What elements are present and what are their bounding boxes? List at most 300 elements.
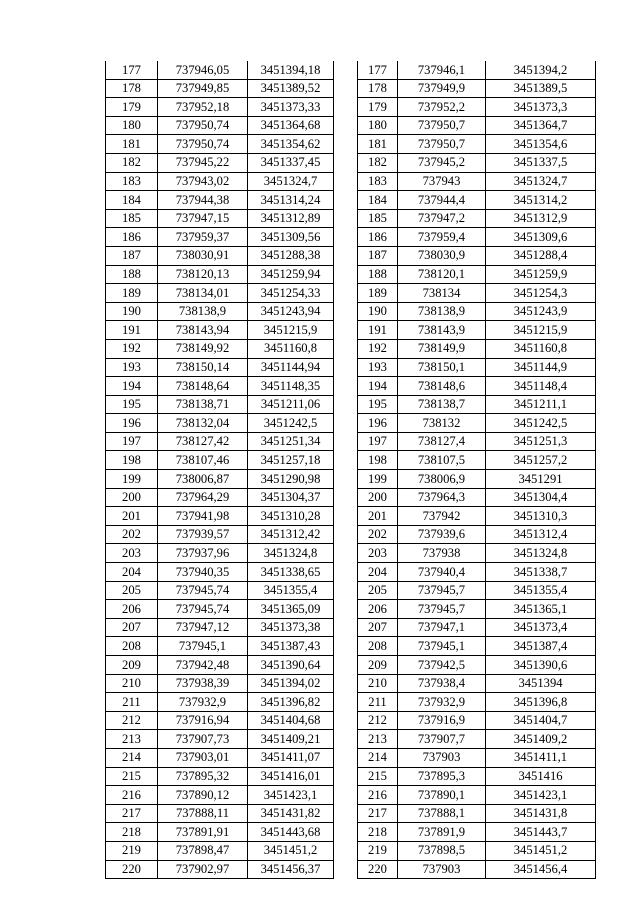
point-number-cell: 208 xyxy=(106,637,158,656)
x-coordinate-cell: 738138,7 xyxy=(398,395,486,414)
y-coordinate-cell: 3451312,9 xyxy=(486,209,596,228)
table-row xyxy=(358,321,596,340)
table-row xyxy=(106,377,334,396)
table-row xyxy=(358,823,596,842)
point-number-cell: 207 xyxy=(106,618,158,637)
y-coordinate-cell: 3451443,7 xyxy=(486,823,596,842)
x-coordinate-cell: 738107,46 xyxy=(158,451,248,470)
point-number-cell: 214 xyxy=(106,748,158,767)
point-number-cell: 184 xyxy=(358,191,398,210)
y-coordinate-cell: 3451254,33 xyxy=(248,284,334,303)
x-coordinate-cell: 738107,5 xyxy=(398,451,486,470)
point-number-cell: 187 xyxy=(106,246,158,265)
point-number-cell: 211 xyxy=(358,693,398,712)
table-row xyxy=(358,172,596,191)
point-number-cell: 195 xyxy=(358,395,398,414)
x-coordinate-cell: 738030,9 xyxy=(398,246,486,265)
point-number-cell: 204 xyxy=(106,563,158,582)
y-coordinate-cell: 3451373,3 xyxy=(486,98,596,117)
x-coordinate-cell: 737949,85 xyxy=(158,79,248,98)
table-row xyxy=(358,563,596,582)
point-number-cell: 192 xyxy=(358,339,398,358)
point-number-cell: 218 xyxy=(358,823,398,842)
y-coordinate-cell: 3451373,33 xyxy=(248,98,334,117)
table-row xyxy=(358,116,596,135)
table-row xyxy=(358,79,596,98)
x-coordinate-cell: 738149,92 xyxy=(158,339,248,358)
point-number-cell: 183 xyxy=(106,172,158,191)
y-coordinate-cell: 3451251,3 xyxy=(486,432,596,451)
table-row xyxy=(358,246,596,265)
point-number-cell: 217 xyxy=(106,804,158,823)
y-coordinate-cell: 3451443,68 xyxy=(248,823,334,842)
y-coordinate-cell: 3451416,01 xyxy=(248,767,334,786)
x-coordinate-cell: 737947,15 xyxy=(158,209,248,228)
table-row xyxy=(358,767,596,786)
point-number-cell: 196 xyxy=(106,414,158,433)
x-coordinate-cell: 737903 xyxy=(398,748,486,767)
point-number-cell: 186 xyxy=(358,228,398,247)
y-coordinate-cell: 3451394,02 xyxy=(248,674,334,693)
point-number-cell: 210 xyxy=(106,674,158,693)
y-coordinate-cell: 3451396,82 xyxy=(248,693,334,712)
table-row xyxy=(106,358,334,377)
table-row xyxy=(358,525,596,544)
x-coordinate-cell: 738132,04 xyxy=(158,414,248,433)
table-row xyxy=(358,693,596,712)
x-coordinate-cell: 738134,01 xyxy=(158,284,248,303)
y-coordinate-cell: 3451310,3 xyxy=(486,507,596,526)
table-row xyxy=(358,135,596,154)
point-number-cell: 205 xyxy=(358,581,398,600)
table-row xyxy=(106,748,334,767)
x-coordinate-cell: 738134 xyxy=(398,284,486,303)
y-coordinate-cell: 3451364,7 xyxy=(486,116,596,135)
y-coordinate-cell: 3451394,18 xyxy=(248,61,334,79)
table-row xyxy=(106,321,334,340)
y-coordinate-cell: 3451242,5 xyxy=(486,414,596,433)
x-coordinate-cell: 737940,35 xyxy=(158,563,248,582)
table-row xyxy=(358,544,596,563)
x-coordinate-cell: 737945,2 xyxy=(398,153,486,172)
point-number-cell: 199 xyxy=(106,470,158,489)
table-row xyxy=(358,841,596,860)
y-coordinate-cell: 3451411,07 xyxy=(248,748,334,767)
x-coordinate-cell: 738120,13 xyxy=(158,265,248,284)
y-coordinate-cell: 3451451,2 xyxy=(248,841,334,860)
x-coordinate-cell: 737945,1 xyxy=(158,637,248,656)
point-number-cell: 178 xyxy=(358,79,398,98)
point-number-cell: 198 xyxy=(106,451,158,470)
y-coordinate-cell: 3451314,2 xyxy=(486,191,596,210)
point-number-cell: 200 xyxy=(358,488,398,507)
x-coordinate-cell: 737939,6 xyxy=(398,525,486,544)
y-coordinate-cell: 3451416 xyxy=(486,767,596,786)
table-row xyxy=(106,525,334,544)
table-row xyxy=(358,488,596,507)
table-row xyxy=(106,339,334,358)
point-number-cell: 180 xyxy=(358,116,398,135)
x-coordinate-cell: 737947,12 xyxy=(158,618,248,637)
table-row xyxy=(358,153,596,172)
x-coordinate-cell: 737938,39 xyxy=(158,674,248,693)
x-coordinate-cell: 737903,01 xyxy=(158,748,248,767)
y-coordinate-cell: 3451291 xyxy=(486,470,596,489)
x-coordinate-cell: 737945,7 xyxy=(398,600,486,619)
y-coordinate-cell: 3451144,9 xyxy=(486,358,596,377)
table-row xyxy=(106,656,334,675)
table-row xyxy=(106,581,334,600)
y-coordinate-cell: 3451390,64 xyxy=(248,656,334,675)
point-number-cell: 210 xyxy=(358,674,398,693)
x-coordinate-cell: 737952,2 xyxy=(398,98,486,117)
y-coordinate-cell: 3451211,06 xyxy=(248,395,334,414)
x-coordinate-cell: 737903 xyxy=(398,860,486,879)
y-coordinate-cell: 3451451,2 xyxy=(486,841,596,860)
table-body xyxy=(358,61,596,879)
table-row xyxy=(358,656,596,675)
x-coordinate-cell: 737949,9 xyxy=(398,79,486,98)
x-coordinate-cell: 737932,9 xyxy=(158,693,248,712)
y-coordinate-cell: 3451404,68 xyxy=(248,711,334,730)
x-coordinate-cell: 737907,7 xyxy=(398,730,486,749)
point-number-cell: 201 xyxy=(358,507,398,526)
table-row xyxy=(358,228,596,247)
point-number-cell: 209 xyxy=(106,656,158,675)
point-number-cell: 179 xyxy=(106,98,158,117)
y-coordinate-cell: 3451456,4 xyxy=(486,860,596,879)
table-row xyxy=(106,488,334,507)
x-coordinate-cell: 738148,64 xyxy=(158,377,248,396)
y-coordinate-cell: 3451373,4 xyxy=(486,618,596,637)
point-number-cell: 190 xyxy=(106,302,158,321)
point-number-cell: 194 xyxy=(106,377,158,396)
y-coordinate-cell: 3451387,43 xyxy=(248,637,334,656)
y-coordinate-cell: 3451309,56 xyxy=(248,228,334,247)
x-coordinate-cell: 737959,37 xyxy=(158,228,248,247)
point-number-cell: 216 xyxy=(106,786,158,805)
point-number-cell: 193 xyxy=(106,358,158,377)
point-number-cell: 184 xyxy=(106,191,158,210)
y-coordinate-cell: 3451314,24 xyxy=(248,191,334,210)
table-row xyxy=(106,209,334,228)
point-number-cell: 186 xyxy=(106,228,158,247)
point-number-cell: 218 xyxy=(106,823,158,842)
table-row xyxy=(106,507,334,526)
y-coordinate-cell: 3451312,89 xyxy=(248,209,334,228)
point-number-cell: 204 xyxy=(358,563,398,582)
point-number-cell: 203 xyxy=(358,544,398,563)
x-coordinate-cell: 737916,9 xyxy=(398,711,486,730)
y-coordinate-cell: 3451338,7 xyxy=(486,563,596,582)
point-number-cell: 195 xyxy=(106,395,158,414)
y-coordinate-cell: 3451411,1 xyxy=(486,748,596,767)
x-coordinate-cell: 737891,91 xyxy=(158,823,248,842)
y-coordinate-cell: 3451409,2 xyxy=(486,730,596,749)
table-row xyxy=(106,823,334,842)
x-coordinate-cell: 737890,12 xyxy=(158,786,248,805)
x-coordinate-cell: 737945,1 xyxy=(398,637,486,656)
y-coordinate-cell: 3451365,09 xyxy=(248,600,334,619)
point-number-cell: 180 xyxy=(106,116,158,135)
table-row xyxy=(106,618,334,637)
table-row xyxy=(358,432,596,451)
point-number-cell: 181 xyxy=(358,135,398,154)
table-row xyxy=(358,358,596,377)
point-number-cell: 217 xyxy=(358,804,398,823)
x-coordinate-cell: 737950,74 xyxy=(158,116,248,135)
point-number-cell: 220 xyxy=(106,860,158,879)
table-row xyxy=(106,61,334,79)
point-number-cell: 178 xyxy=(106,79,158,98)
x-coordinate-cell: 737888,1 xyxy=(398,804,486,823)
x-coordinate-cell: 737916,94 xyxy=(158,711,248,730)
y-coordinate-cell: 3451373,38 xyxy=(248,618,334,637)
x-coordinate-cell: 738127,4 xyxy=(398,432,486,451)
y-coordinate-cell: 3451355,4 xyxy=(486,581,596,600)
table-row xyxy=(358,618,596,637)
x-coordinate-cell: 738150,1 xyxy=(398,358,486,377)
x-coordinate-cell: 737947,1 xyxy=(398,618,486,637)
point-number-cell: 196 xyxy=(358,414,398,433)
table-row xyxy=(358,470,596,489)
x-coordinate-cell: 737945,22 xyxy=(158,153,248,172)
y-coordinate-cell: 3451242,5 xyxy=(248,414,334,433)
y-coordinate-cell: 3451354,6 xyxy=(486,135,596,154)
table-row xyxy=(358,395,596,414)
coordinates-table-left xyxy=(105,61,334,879)
point-number-cell: 219 xyxy=(358,841,398,860)
x-coordinate-cell: 737964,3 xyxy=(398,488,486,507)
x-coordinate-cell: 738148,6 xyxy=(398,377,486,396)
y-coordinate-cell: 3451243,9 xyxy=(486,302,596,321)
table-row xyxy=(358,674,596,693)
point-number-cell: 182 xyxy=(106,153,158,172)
y-coordinate-cell: 3451211,1 xyxy=(486,395,596,414)
point-number-cell: 190 xyxy=(358,302,398,321)
x-coordinate-cell: 738030,91 xyxy=(158,246,248,265)
point-number-cell: 202 xyxy=(106,525,158,544)
x-coordinate-cell: 737946,1 xyxy=(398,61,486,79)
table-row xyxy=(106,693,334,712)
y-coordinate-cell: 3451389,52 xyxy=(248,79,334,98)
y-coordinate-cell: 3451423,1 xyxy=(248,786,334,805)
y-coordinate-cell: 3451254,3 xyxy=(486,284,596,303)
x-coordinate-cell: 737945,74 xyxy=(158,600,248,619)
point-number-cell: 203 xyxy=(106,544,158,563)
table-row xyxy=(106,79,334,98)
x-coordinate-cell: 737942,5 xyxy=(398,656,486,675)
table-row xyxy=(106,414,334,433)
x-coordinate-cell: 737947,2 xyxy=(398,209,486,228)
table-row xyxy=(106,172,334,191)
x-coordinate-cell: 737938,4 xyxy=(398,674,486,693)
table-row xyxy=(106,265,334,284)
y-coordinate-cell: 3451148,4 xyxy=(486,377,596,396)
table-row xyxy=(106,841,334,860)
point-number-cell: 200 xyxy=(106,488,158,507)
table-row xyxy=(106,191,334,210)
table-row xyxy=(358,860,596,879)
table-row xyxy=(106,395,334,414)
y-coordinate-cell: 3451257,18 xyxy=(248,451,334,470)
point-number-cell: 192 xyxy=(106,339,158,358)
y-coordinate-cell: 3451290,98 xyxy=(248,470,334,489)
point-number-cell: 205 xyxy=(106,581,158,600)
y-coordinate-cell: 3451338,65 xyxy=(248,563,334,582)
y-coordinate-cell: 3451312,42 xyxy=(248,525,334,544)
x-coordinate-cell: 738138,9 xyxy=(398,302,486,321)
point-number-cell: 206 xyxy=(106,600,158,619)
point-number-cell: 194 xyxy=(358,377,398,396)
y-coordinate-cell: 3451144,94 xyxy=(248,358,334,377)
table-row xyxy=(106,767,334,786)
y-coordinate-cell: 3451312,4 xyxy=(486,525,596,544)
x-coordinate-cell: 737891,9 xyxy=(398,823,486,842)
point-number-cell: 189 xyxy=(106,284,158,303)
x-coordinate-cell: 738143,9 xyxy=(398,321,486,340)
point-number-cell: 197 xyxy=(358,432,398,451)
table-row xyxy=(358,786,596,805)
table-row xyxy=(106,544,334,563)
x-coordinate-cell: 737959,4 xyxy=(398,228,486,247)
y-coordinate-cell: 3451390,6 xyxy=(486,656,596,675)
table-row xyxy=(106,470,334,489)
y-coordinate-cell: 3451324,8 xyxy=(486,544,596,563)
x-coordinate-cell: 738143,94 xyxy=(158,321,248,340)
point-number-cell: 211 xyxy=(106,693,158,712)
table-row xyxy=(106,432,334,451)
point-number-cell: 220 xyxy=(358,860,398,879)
point-number-cell: 177 xyxy=(106,61,158,79)
x-coordinate-cell: 737946,05 xyxy=(158,61,248,79)
y-coordinate-cell: 3451324,8 xyxy=(248,544,334,563)
x-coordinate-cell: 737902,97 xyxy=(158,860,248,879)
y-coordinate-cell: 3451365,1 xyxy=(486,600,596,619)
point-number-cell: 187 xyxy=(358,246,398,265)
table-row xyxy=(358,600,596,619)
point-number-cell: 198 xyxy=(358,451,398,470)
y-coordinate-cell: 3451257,2 xyxy=(486,451,596,470)
y-coordinate-cell: 3451394,2 xyxy=(486,61,596,79)
table-row xyxy=(358,730,596,749)
y-coordinate-cell: 3451215,9 xyxy=(486,321,596,340)
table-row xyxy=(358,451,596,470)
point-number-cell: 209 xyxy=(358,656,398,675)
x-coordinate-cell: 737950,7 xyxy=(398,135,486,154)
table-row xyxy=(358,414,596,433)
table-row xyxy=(358,284,596,303)
point-number-cell: 182 xyxy=(358,153,398,172)
x-coordinate-cell: 737907,73 xyxy=(158,730,248,749)
x-coordinate-cell: 738138,71 xyxy=(158,395,248,414)
y-coordinate-cell: 3451337,5 xyxy=(486,153,596,172)
point-number-cell: 219 xyxy=(106,841,158,860)
y-coordinate-cell: 3451337,45 xyxy=(248,153,334,172)
x-coordinate-cell: 737944,4 xyxy=(398,191,486,210)
table-row xyxy=(106,284,334,303)
y-coordinate-cell: 3451251,34 xyxy=(248,432,334,451)
y-coordinate-cell: 3451387,4 xyxy=(486,637,596,656)
y-coordinate-cell: 3451423,1 xyxy=(486,786,596,805)
point-number-cell: 212 xyxy=(358,711,398,730)
x-coordinate-cell: 737938 xyxy=(398,544,486,563)
x-coordinate-cell: 738149,9 xyxy=(398,339,486,358)
table-row xyxy=(106,116,334,135)
y-coordinate-cell: 3451456,37 xyxy=(248,860,334,879)
table-row xyxy=(106,228,334,247)
point-number-cell: 189 xyxy=(358,284,398,303)
table-row xyxy=(358,581,596,600)
table-row xyxy=(106,302,334,321)
point-number-cell: 193 xyxy=(358,358,398,377)
x-coordinate-cell: 738127,42 xyxy=(158,432,248,451)
y-coordinate-cell: 3451215,9 xyxy=(248,321,334,340)
y-coordinate-cell: 3451364,68 xyxy=(248,116,334,135)
table-row xyxy=(358,339,596,358)
x-coordinate-cell: 737945,74 xyxy=(158,581,248,600)
x-coordinate-cell: 737895,3 xyxy=(398,767,486,786)
x-coordinate-cell: 737943,02 xyxy=(158,172,248,191)
y-coordinate-cell: 3451396,8 xyxy=(486,693,596,712)
table-row xyxy=(106,98,334,117)
table-row xyxy=(106,674,334,693)
y-coordinate-cell: 3451431,82 xyxy=(248,804,334,823)
y-coordinate-cell: 3451324,7 xyxy=(248,172,334,191)
table-row xyxy=(358,302,596,321)
point-number-cell: 197 xyxy=(106,432,158,451)
x-coordinate-cell: 737890,1 xyxy=(398,786,486,805)
table-row xyxy=(106,600,334,619)
x-coordinate-cell: 737898,5 xyxy=(398,841,486,860)
point-number-cell: 206 xyxy=(358,600,398,619)
coordinates-table-right xyxy=(357,61,596,879)
y-coordinate-cell: 3451304,37 xyxy=(248,488,334,507)
table-row xyxy=(358,711,596,730)
table-row xyxy=(358,637,596,656)
y-coordinate-cell: 3451409,21 xyxy=(248,730,334,749)
x-coordinate-cell: 737952,18 xyxy=(158,98,248,117)
y-coordinate-cell: 3451148,35 xyxy=(248,377,334,396)
table-row xyxy=(106,786,334,805)
table-row xyxy=(358,507,596,526)
x-coordinate-cell: 738132 xyxy=(398,414,486,433)
point-number-cell: 177 xyxy=(358,61,398,79)
y-coordinate-cell: 3451259,94 xyxy=(248,265,334,284)
point-number-cell: 215 xyxy=(358,767,398,786)
point-number-cell: 207 xyxy=(358,618,398,637)
point-number-cell: 212 xyxy=(106,711,158,730)
point-number-cell: 188 xyxy=(106,265,158,284)
y-coordinate-cell: 3451354,62 xyxy=(248,135,334,154)
table-row xyxy=(358,61,596,79)
y-coordinate-cell: 3451288,4 xyxy=(486,246,596,265)
point-number-cell: 188 xyxy=(358,265,398,284)
table-row xyxy=(106,135,334,154)
y-coordinate-cell: 3451259,9 xyxy=(486,265,596,284)
point-number-cell: 181 xyxy=(106,135,158,154)
y-coordinate-cell: 3451310,28 xyxy=(248,507,334,526)
y-coordinate-cell: 3451394 xyxy=(486,674,596,693)
point-number-cell: 215 xyxy=(106,767,158,786)
table-row xyxy=(358,265,596,284)
x-coordinate-cell: 737941,98 xyxy=(158,507,248,526)
point-number-cell: 185 xyxy=(358,209,398,228)
x-coordinate-cell: 738006,9 xyxy=(398,470,486,489)
table-row xyxy=(358,191,596,210)
point-number-cell: 191 xyxy=(106,321,158,340)
y-coordinate-cell: 3451304,4 xyxy=(486,488,596,507)
